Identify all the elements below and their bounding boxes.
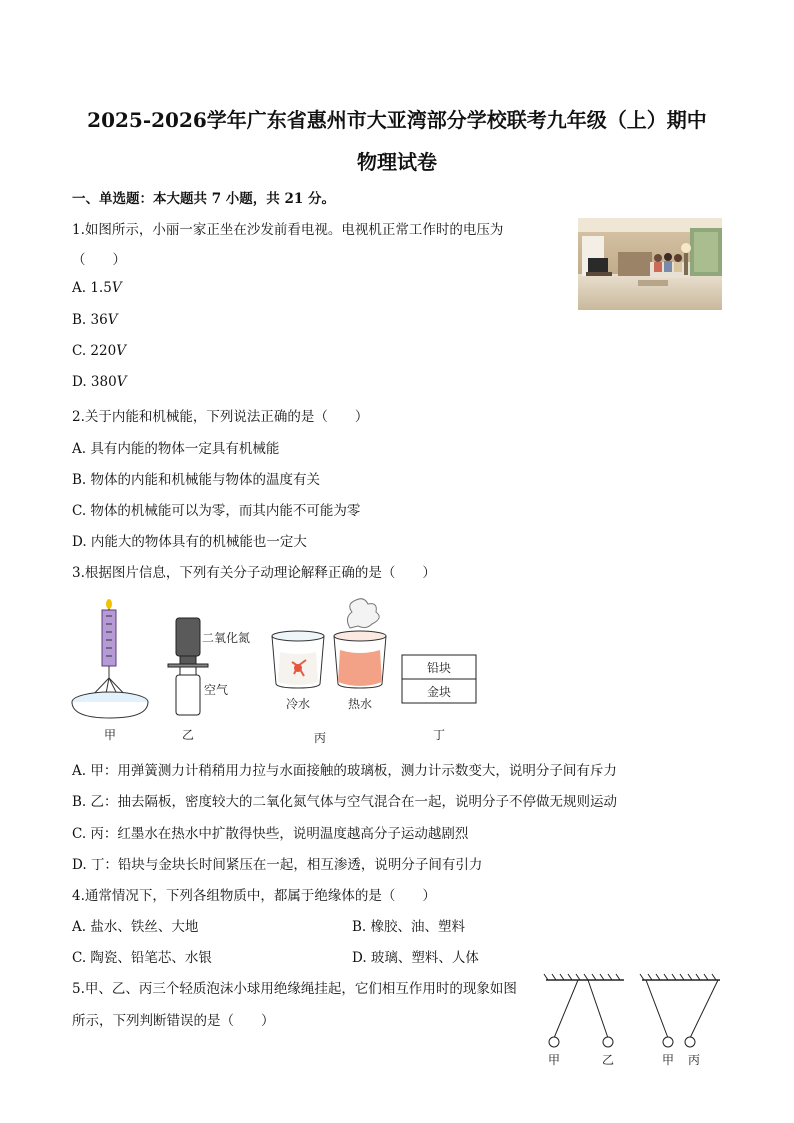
section-heading: 一、单选题：本大题共 7 小题，共 21 分。 — [72, 191, 335, 207]
q1-paren: （ ） — [72, 252, 126, 268]
q3-option-d: D. 丁：铅块与金块长时间紧压在一起，相互渗透，说明分子间有引力 — [72, 857, 483, 873]
q5-stem-line2: 所示，下列判断错误的是（ ） — [72, 1013, 275, 1029]
q4-option-d: D. 玻璃、塑料、人体 — [352, 950, 479, 966]
q1-option-d-text: D. 380 — [72, 374, 117, 390]
q4-option-c: C. 陶瓷、铅笔芯、水银 — [72, 950, 212, 966]
q4-option-b: B. 橡胶、油、塑料 — [352, 919, 466, 935]
label-cold: 冷水 — [285, 697, 311, 711]
label-gold: 金块 — [426, 685, 452, 699]
label-lead: 铅块 — [426, 661, 452, 675]
label-q5-bing: 丙 — [687, 1053, 701, 1067]
label-q5-yi: 乙 — [601, 1053, 615, 1067]
q2-option-a: A. 具有内能的物体一定具有机械能 — [72, 441, 280, 457]
pendulum-pair-left — [544, 974, 624, 1067]
q5-stem-line1: 5.甲、乙、丙三个轻质泡沫小球用绝缘绳挂起，它们相互作用时的现象如图 — [72, 981, 517, 997]
q2-option-c: C. 物体的机械能可以为零，而其内能不可能为零 — [72, 503, 361, 519]
q1-option-b-text: B. 36 — [72, 312, 108, 328]
label-jia: 甲 — [103, 728, 117, 742]
exam-title-line2: 物理试卷 — [357, 150, 437, 174]
q2-option-b: B. 物体的内能和机械能与物体的温度有关 — [72, 472, 321, 488]
q1-option-a — [72, 280, 122, 296]
q2-stem: 2.关于内能和机械能，下列说法正确的是（ ） — [72, 409, 369, 425]
q1-option-a-unit: V — [111, 280, 122, 296]
pendulum-pair-right — [640, 974, 720, 1067]
q3-option-b: B. 乙：抽去隔板，密度较大的二氧化氮气体与空气混合在一起，说明分子不停做无规则运动 — [72, 794, 618, 810]
q1-stem: 1.如图所示，小丽一家正坐在沙发前看电视。电视机正常工作时的电压为 — [72, 222, 504, 238]
label-ding: 丁 — [432, 728, 446, 742]
label-bing: 丙 — [313, 731, 327, 745]
q3-stem: 3.根据图片信息，下列有关分子动理论解释正确的是（ ） — [72, 565, 436, 581]
q1-option-b — [72, 312, 117, 328]
q1-option-c-unit: V — [116, 343, 126, 359]
q3-option-c: C. 丙：红墨水在热水中扩散得快些，说明温度越高分子运动越剧烈 — [72, 826, 469, 842]
label-hot: 热水 — [347, 697, 373, 711]
living-room-photo — [578, 218, 722, 310]
figure-jia — [72, 599, 148, 742]
figure-bing — [272, 599, 386, 745]
q1-option-c-text: C. 220 — [72, 343, 117, 359]
label-q5-jia-1: 甲 — [547, 1053, 561, 1067]
q2-option-d: D. 内能大的物体具有的机械能也一定大 — [72, 534, 307, 550]
label-yi: 乙 — [181, 728, 195, 742]
q1-option-c — [72, 343, 126, 359]
q5-figure — [542, 972, 726, 1072]
q1-option-d-unit: V — [116, 374, 127, 390]
q4-option-a: A. 盐水、铁丝、大地 — [72, 919, 199, 935]
q3-figure — [66, 596, 486, 748]
figure-yi — [168, 618, 250, 742]
label-air: 空气 — [204, 683, 229, 697]
q1-option-d — [72, 374, 126, 390]
q3-option-a: A. 甲：用弹簧测力计稍稍用力拉与水面接触的玻璃板，测力计示数变大，说明分子间有斥力 — [72, 763, 617, 779]
q1-option-b-unit: V — [107, 312, 118, 328]
figure-ding — [402, 655, 476, 742]
exam-title-line1: 2025-2026学年广东省惠州市大亚湾部分学校联考九年级（上）期中 — [87, 108, 707, 132]
q1-option-a-text: A. 1.5 — [72, 280, 112, 296]
q4-stem: 4.通常情况下，下列各组物质中，都属于绝缘体的是（ ） — [72, 888, 436, 904]
label-no2: 二氧化氮 — [202, 631, 251, 645]
label-q5-jia-2: 甲 — [661, 1053, 675, 1067]
